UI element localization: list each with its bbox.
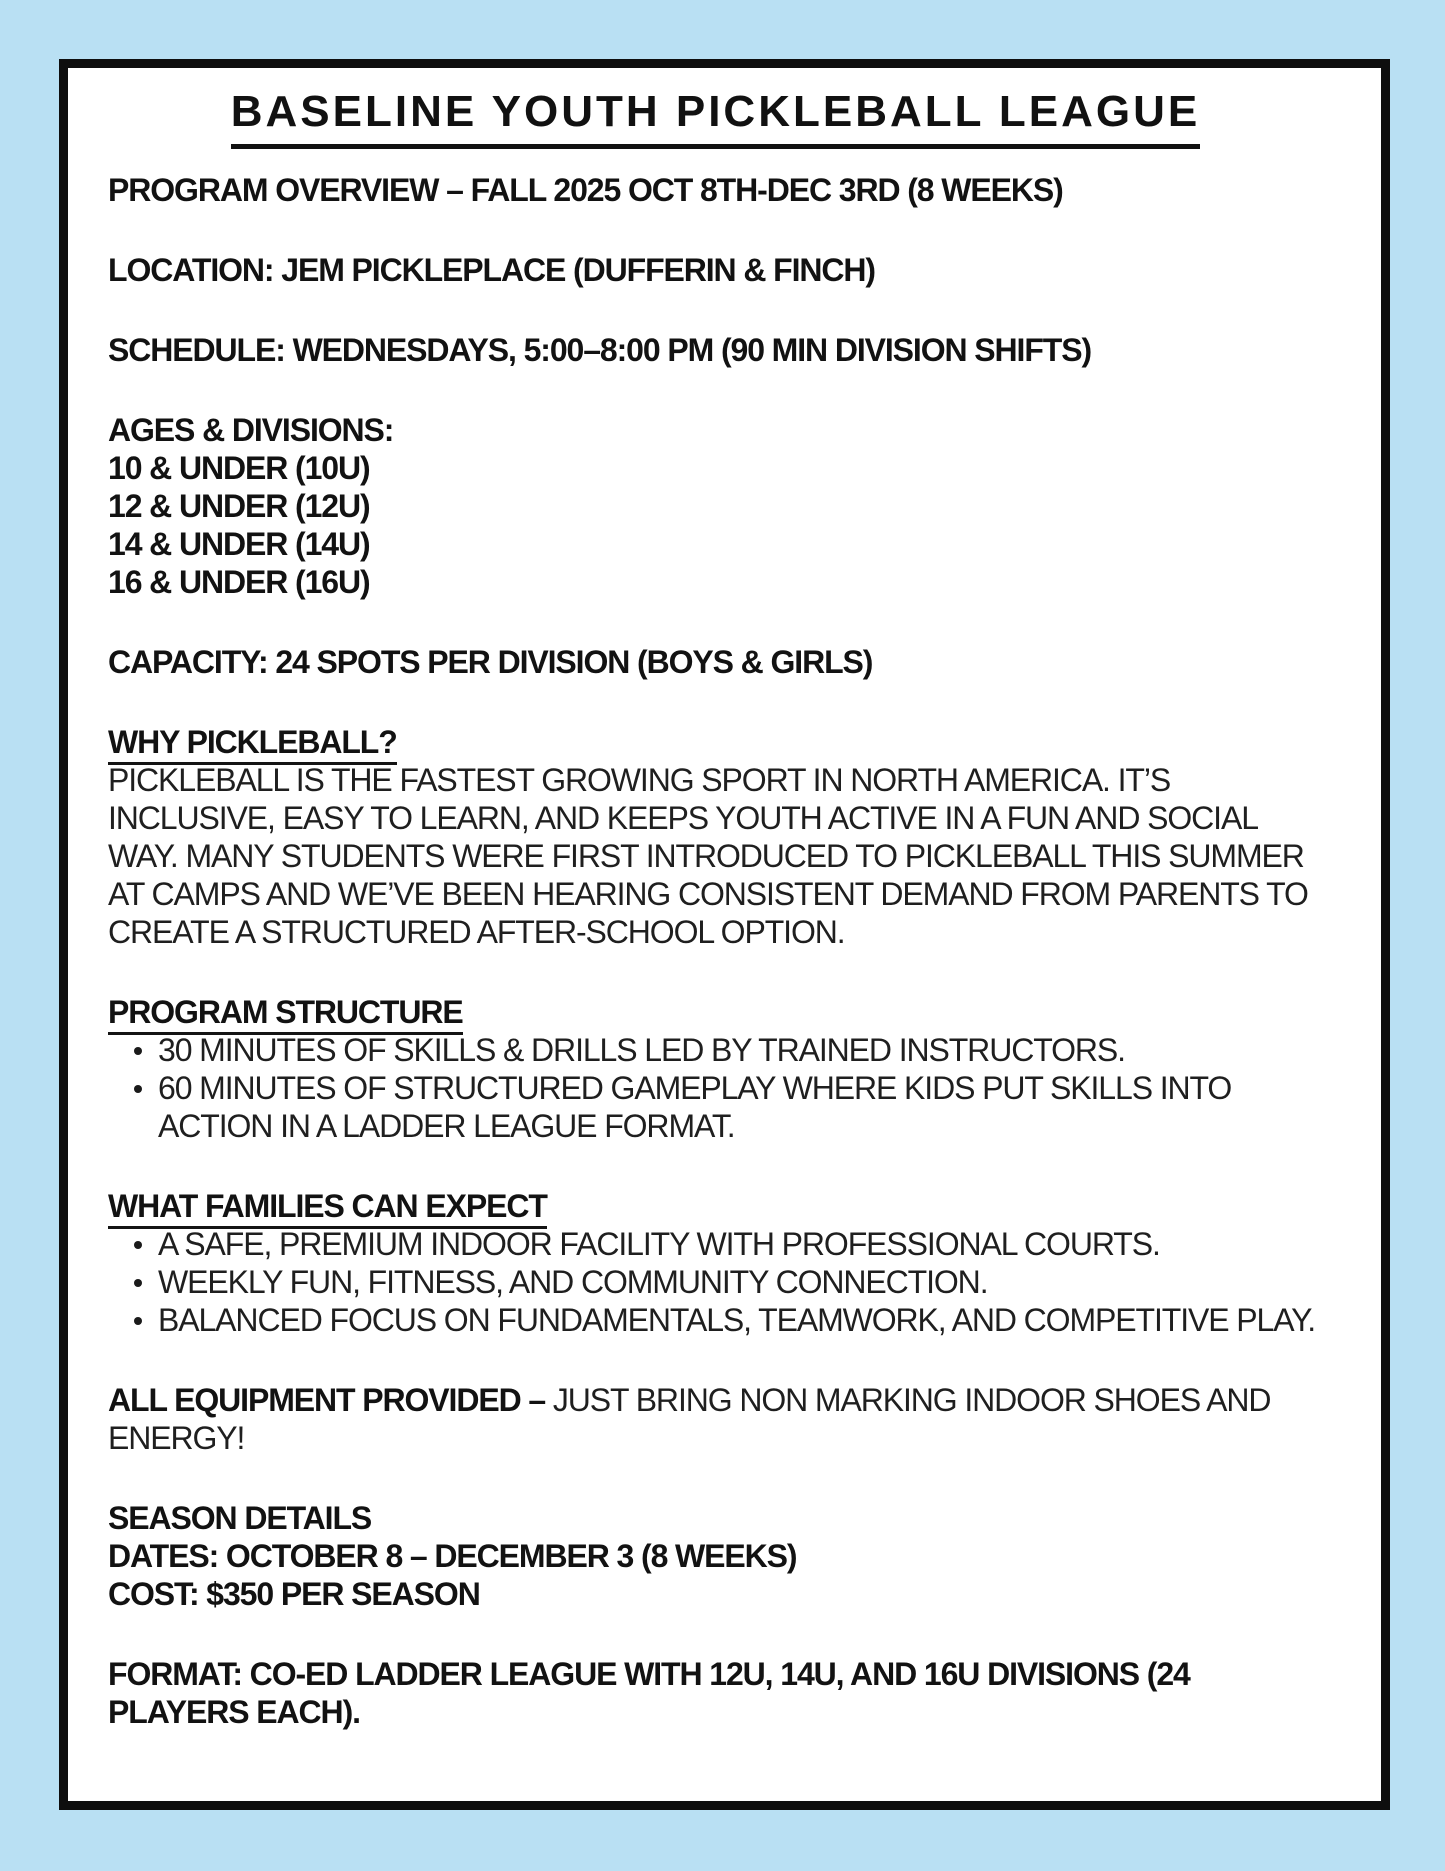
list-item [108,1031,1323,1069]
why-pickleball-paragraph: PICKLEBALL IS THE FASTEST GROWING SPORT IN NORTH AMERICA. IT’S INCLUSIVE, EASY TO LEARN, AND KEEPS YOUTH ACTIVE IN A FUN AND SOCIAL WAY. MANY STUDENTS WERE FIRST INTRODUCED TO PICKLEBALL THIS SUMMER AT CAMPS AND WE’VE BEEN HEARING CONSISTENT DEMAND FROM PARENTS TO CREATE A STRUCTURED AFTER-SCHOOL OPTION. [108,762,1308,950]
bullet-dot-icon [134,1047,142,1055]
list-item-text: 30 MINUTES OF SKILLS & DRILLS LED BY TRAINED INSTRUCTORS. [158,1032,1125,1068]
families-expect-heading [108,1187,1323,1225]
bullet-dot-icon [134,1241,142,1249]
program-overview-line: PROGRAM OVERVIEW – FALL 2025 OCT 8TH-DEC 3RD (8 WEEKS) [108,172,1063,208]
season-details-heading: SEASON DETAILS [108,1500,372,1536]
why-pickleball-heading-text: WHY PICKLEBALL? [108,724,397,765]
capacity-section [108,643,1323,681]
season-dates-line: DATES: OCTOBER 8 – DECEMBER 3 (8 WEEKS) [108,1538,797,1574]
flyer-panel [59,59,1390,1810]
why-pickleball-heading [108,723,1323,761]
program-structure-list [108,1031,1323,1145]
equipment-line-rest: JUST BRING NON MARKING INDOOR SHOES AND ENERGY! [108,1382,1271,1456]
capacity-line: CAPACITY: 24 SPOTS PER DIVISION (BOYS & GIRLS) [108,644,873,680]
bullet-dot-icon [134,1085,142,1093]
divisions-section [108,411,1323,601]
list-item-text: BALANCED FOCUS ON FUNDAMENTALS, TEAMWORK, AND COMPETITIVE PLAY. [158,1302,1315,1338]
location-section [108,251,1323,289]
flyer-content [68,68,1381,1731]
list-item [108,1069,1323,1145]
schedule-section [108,331,1323,369]
families-expect-list [108,1225,1323,1339]
equipment-line [108,1381,1323,1457]
bullet-dot-icon [134,1317,142,1325]
season-details-section [108,1499,1323,1613]
list-item [108,1225,1323,1263]
page-title [108,86,1323,149]
format-section [108,1655,1323,1731]
program-structure-heading [108,993,1323,1031]
bullet-dot-icon [134,1279,142,1287]
list-item-text: WEEKLY FUN, FITNESS, AND COMMUNITY CONNECTION. [158,1264,988,1300]
program-structure-heading-text: PROGRAM STRUCTURE [108,994,463,1035]
schedule-line: SCHEDULE: WEDNESDAYS, 5:00–8:00 PM (90 MIN DIVISION SHIFTS) [108,332,1092,368]
division-item-16u: 16 & UNDER (16U) [108,564,370,600]
equipment-section [108,1381,1323,1457]
equipment-line-bold: ALL EQUIPMENT PROVIDED – [108,1382,553,1418]
list-item-text: 60 MINUTES OF STRUCTURED GAMEPLAY WHERE KIDS PUT SKILLS INTO ACTION IN A LADDER LEAGUE FORMAT. [158,1070,1232,1144]
division-item-12u: 12 & UNDER (12U) [108,488,370,524]
division-item-14u: 14 & UNDER (14U) [108,526,370,562]
families-expect-heading-text: WHAT FAMILIES CAN EXPECT [108,1188,547,1229]
list-item [108,1301,1323,1339]
season-cost-line: COST: $350 PER SEASON [108,1576,480,1612]
program-structure-section [108,993,1323,1145]
why-pickleball-section [108,723,1323,951]
format-line: FORMAT: CO-ED LADDER LEAGUE WITH 12U, 14U, AND 16U DIVISIONS (24 PLAYERS EACH). [108,1656,1190,1730]
families-expect-section [108,1187,1323,1339]
division-item-10u: 10 & UNDER (10U) [108,450,370,486]
page-title-text: BASELINE YOUTH PICKLEBALL LEAGUE [231,86,1201,149]
location-line: LOCATION: JEM PICKLEPLACE (DUFFERIN & FINCH) [108,252,875,288]
list-item [108,1263,1323,1301]
list-item-text: A SAFE, PREMIUM INDOOR FACILITY WITH PROFESSIONAL COURTS. [158,1226,1160,1262]
divisions-heading: AGES & DIVISIONS: [108,412,394,448]
program-overview-section [108,171,1323,209]
